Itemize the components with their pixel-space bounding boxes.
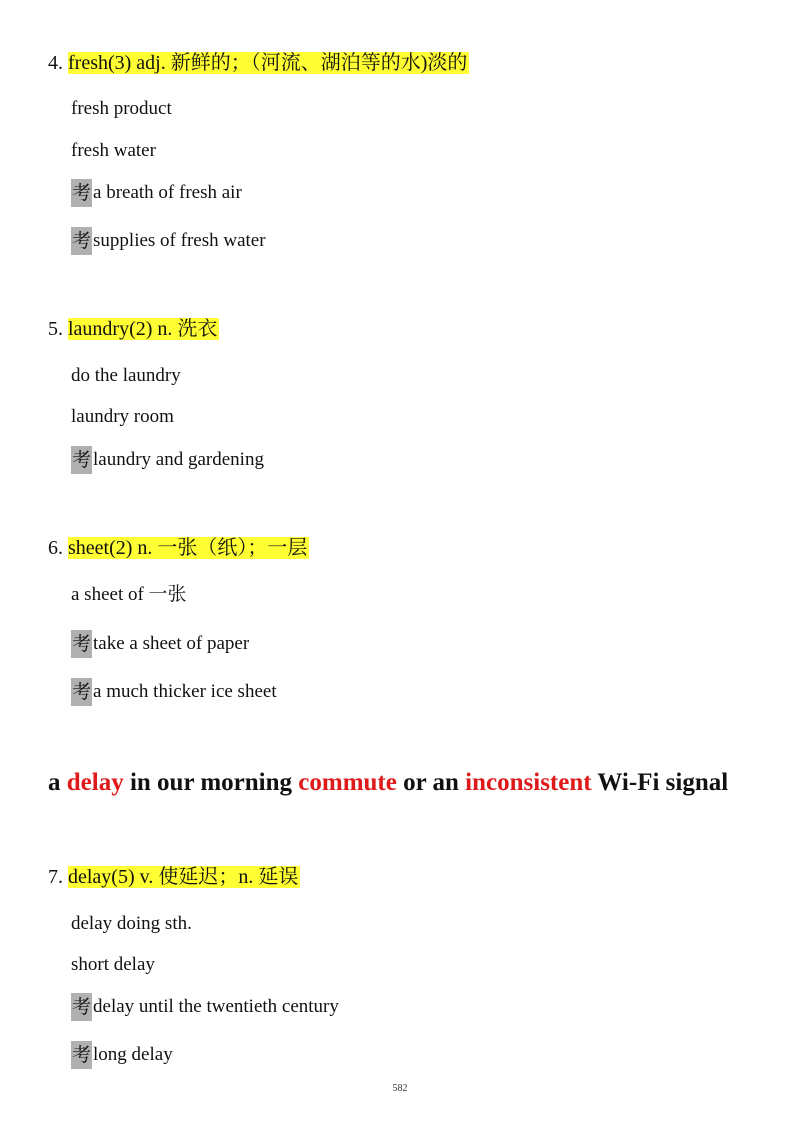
headword: delay(5) v. 使延迟；n. 延误 <box>68 866 299 888</box>
exam-marker: 考 <box>71 993 92 1021</box>
entry-6-heading <box>48 535 309 561</box>
sentence-segment: in our morning <box>123 769 299 796</box>
example-sentence <box>48 760 748 806</box>
example-line: short delay <box>71 954 155 975</box>
page-number: 582 <box>392 1083 408 1094</box>
entry-7-heading <box>48 864 300 890</box>
example-text: a breath of fresh air <box>93 182 242 203</box>
example-text: supplies of fresh water <box>93 230 266 251</box>
sentence-segment: a <box>48 769 67 796</box>
entry-5-heading <box>48 316 219 342</box>
entry-number: 5. <box>48 318 63 340</box>
headword: laundry(2) n. 洗衣 <box>68 318 218 340</box>
example-text: take a sheet of paper <box>93 633 250 654</box>
sentence-segment: or an <box>396 769 466 796</box>
example-line: fresh product <box>71 98 172 119</box>
exam-marker: 考 <box>71 678 92 706</box>
entry-number: 6. <box>48 537 63 559</box>
exam-example-line <box>71 630 249 658</box>
exam-example-line <box>71 227 266 255</box>
sentence-segment: Wi-Fi signal <box>591 769 729 796</box>
exam-marker: 考 <box>71 179 92 207</box>
example-text: long delay <box>93 1044 173 1065</box>
exam-example-line <box>71 1041 173 1069</box>
exam-example-line <box>71 993 339 1021</box>
example-line: a sheet of 一张 <box>71 584 187 605</box>
sentence-keyword: commute <box>298 769 397 796</box>
example-line: delay doing sth. <box>71 913 192 934</box>
exam-marker: 考 <box>71 227 92 255</box>
sentence-keyword: delay <box>66 769 124 796</box>
example-line: fresh water <box>71 140 156 161</box>
example-text: a much thicker ice sheet <box>93 681 277 702</box>
example-text: laundry and gardening <box>93 449 264 470</box>
exam-example-line <box>71 179 242 207</box>
entry-number: 7. <box>48 866 63 888</box>
exam-marker: 考 <box>71 446 92 474</box>
entry-4-heading <box>48 50 469 76</box>
example-line: laundry room <box>71 406 174 427</box>
exam-marker: 考 <box>71 630 92 658</box>
sentence-keyword: inconsistent <box>465 769 592 796</box>
exam-marker: 考 <box>71 1041 92 1069</box>
example-line: do the laundry <box>71 365 181 386</box>
exam-example-line <box>71 678 277 706</box>
headword: sheet(2) n. 一张（纸）；一层 <box>68 537 308 559</box>
example-text: delay until the twentieth century <box>93 996 339 1017</box>
entry-number: 4. <box>48 52 63 74</box>
headword: fresh(3) adj. 新鲜的；（河流、湖泊等的水)淡的 <box>68 52 468 74</box>
exam-example-line <box>71 446 264 474</box>
